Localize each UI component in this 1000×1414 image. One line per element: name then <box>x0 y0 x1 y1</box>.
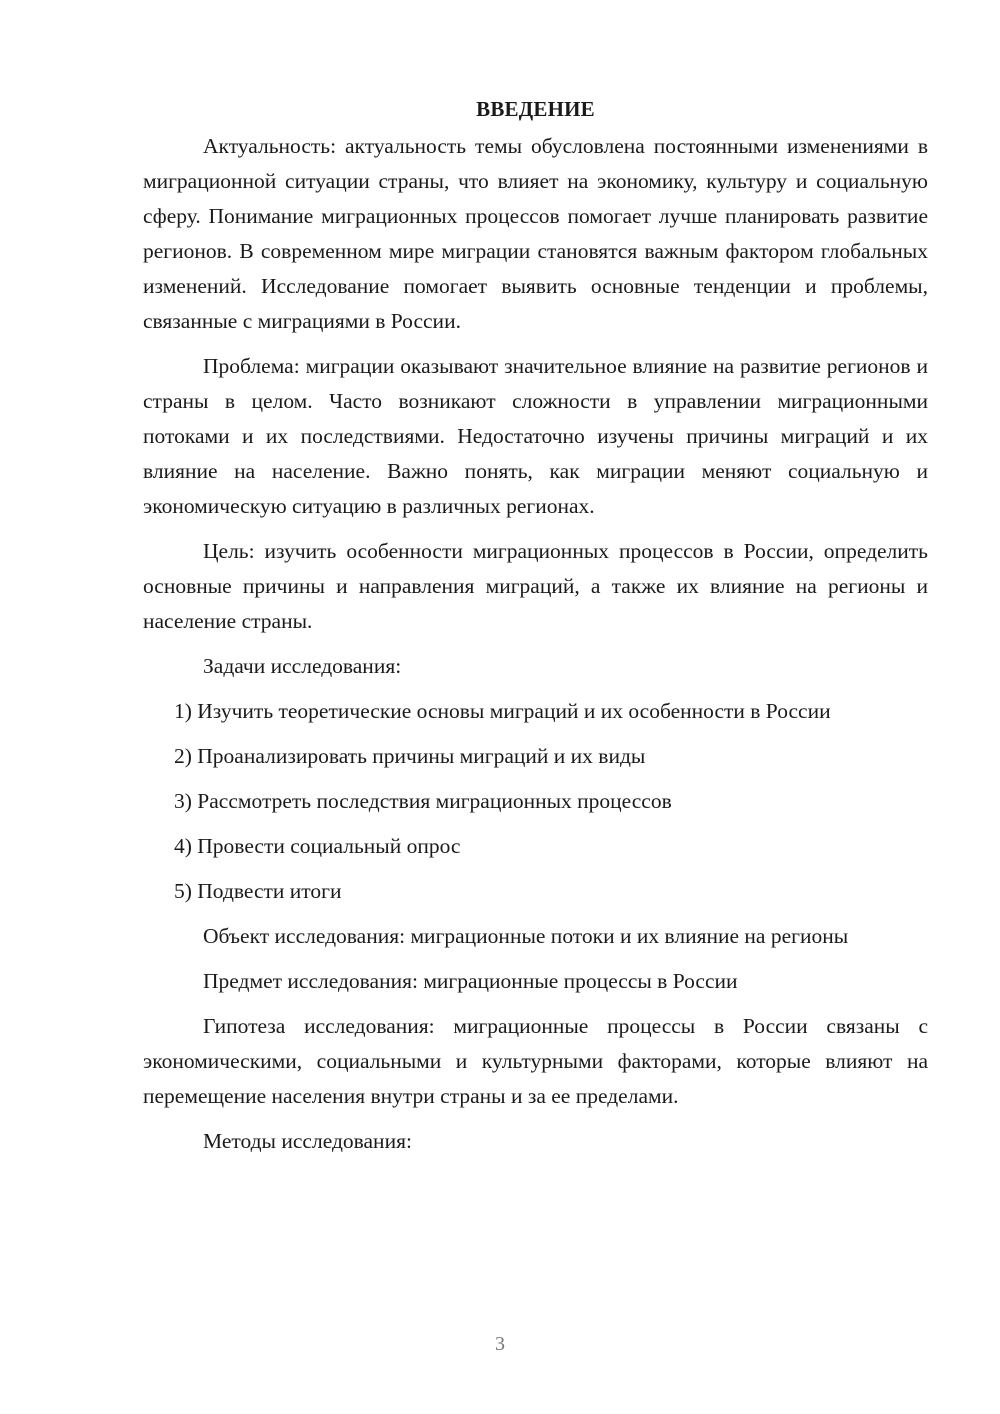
paragraph-hypothesis: Гипотеза исследования: миграционные процессы в России связаны с экономическими, социальными и культурными факторами, которые влияют на перемещение населения внутри страны и за ее пределами. <box>143 1014 928 1108</box>
paragraph-object: Объект исследования: миграционные потоки и их влияние на регионы <box>203 924 849 948</box>
document-title: ВВЕДЕНИЕ <box>476 97 595 121</box>
list-item: 5) Подвести итоги <box>174 879 342 903</box>
tasks-list <box>143 694 928 909</box>
paragraph-relevance: Актуальность: актуальность темы обусловлена постоянными изменениями в миграционной ситуации страны, что влияет на экономику, культуру и социальную сферу. Понимание миграционных процессов помогает лучше планировать развитие регионов. В современном мире миграции становятся важным фактором глобальных изменений. Исследование помогает выявить основные тенденции и проблемы, связанные с миграциями в России. <box>143 134 928 333</box>
page-number: 3 <box>495 1333 505 1355</box>
list-item: 4) Провести социальный опрос <box>174 834 461 858</box>
document-page <box>143 92 928 1169</box>
paragraph-goal: Цель: изучить особенности миграционных процессов в России, определить основные причины и направления миграций, а также их влияние на регионы и население страны. <box>143 539 928 633</box>
list-item: 2) Проанализировать причины миграций и их виды <box>174 744 646 768</box>
list-item: 3) Рассмотреть последствия миграционных процессов <box>174 789 672 813</box>
paragraph-problem: Проблема: миграции оказывают значительное влияние на развитие регионов и страны в целом. Часто возникают сложности в управлении миграционными потоками и их последствиями. Недостаточно изучены причины миграций и их влияние на население. Важно понять, как миграции меняют социальную и экономическую ситуацию в различных регионах. <box>143 354 928 518</box>
list-item: 1) Изучить теоретические основы миграций и их особенности в России <box>174 699 831 723</box>
paragraph-subject: Предмет исследования: миграционные процессы в России <box>203 969 738 993</box>
methods-heading: Методы исследования: <box>203 1129 412 1153</box>
tasks-heading: Задачи исследования: <box>203 654 402 678</box>
